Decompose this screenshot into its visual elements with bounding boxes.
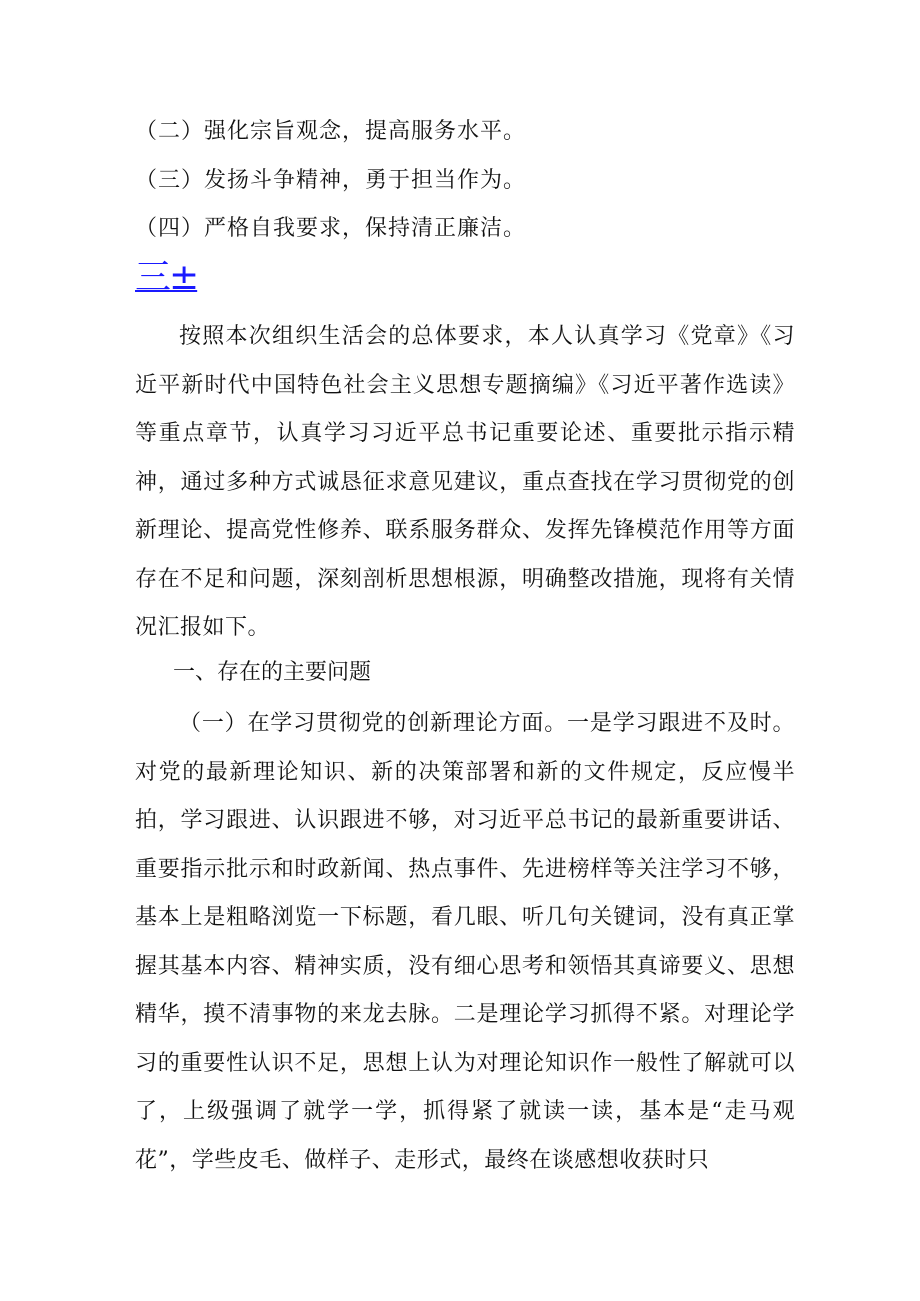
intro-paragraph: 按照本次组织生活会的总体要求，本人认真学习《党章》《习近平新时代中国特色社会主义思想专题摘编》《习近平著作选读》等重点章节，认真学习习近平总书记重要论述、重要批示指示精神，通过多种方式诚恳征求意见建议，重点查找在学习贯彻党的创新理论、提高党性修养、联系服务群众、发挥先锋模范作用等方面存在不足和问题，深刻剖析思想根源，明确整改措施，现将有关情况汇报如下。 <box>135 324 795 640</box>
hyperlink-mark[interactable]: 三± <box>135 257 198 298</box>
section-paragraph: （一）在学习贯彻党的创新理论方面。一是学习跟进不及时。对党的最新理论知识、新的决策部署和新的文件规定，反应慢半拍，学习跟进、认识跟进不够，对习近平总书记的最新重要讲话、重要指示批示和时政新闻、热点事件、先进榜样等关注学习不够，基本上是粗略浏览一下标题，看几眼、听几句关键词，没有真正掌握其基本内容、精神实质，没有细心思考和领悟其真谛要义、思想精华，摸不清事物的来龙去脉。二是理论学习抓得不紧。对理论学习的重要性认识不足，思想上认为对理论知识作一般性了解就可以了，上级强调了就学一学，抓得紧了就读一读，基本是“走马观花”，学些皮毛、做样子、走形式，最终在谈感想收获时只 <box>135 711 795 1173</box>
section-heading: 一、存在的主要问题 <box>173 660 372 685</box>
list-item-3: （三）发扬斗争精神，勇于担当作为。 <box>135 168 527 193</box>
list-item-4: （四）严格自我要求，保持清正廉洁。 <box>135 216 527 241</box>
list-item-2: （二）强化宗旨观念，提高服务水平。 <box>135 119 527 144</box>
